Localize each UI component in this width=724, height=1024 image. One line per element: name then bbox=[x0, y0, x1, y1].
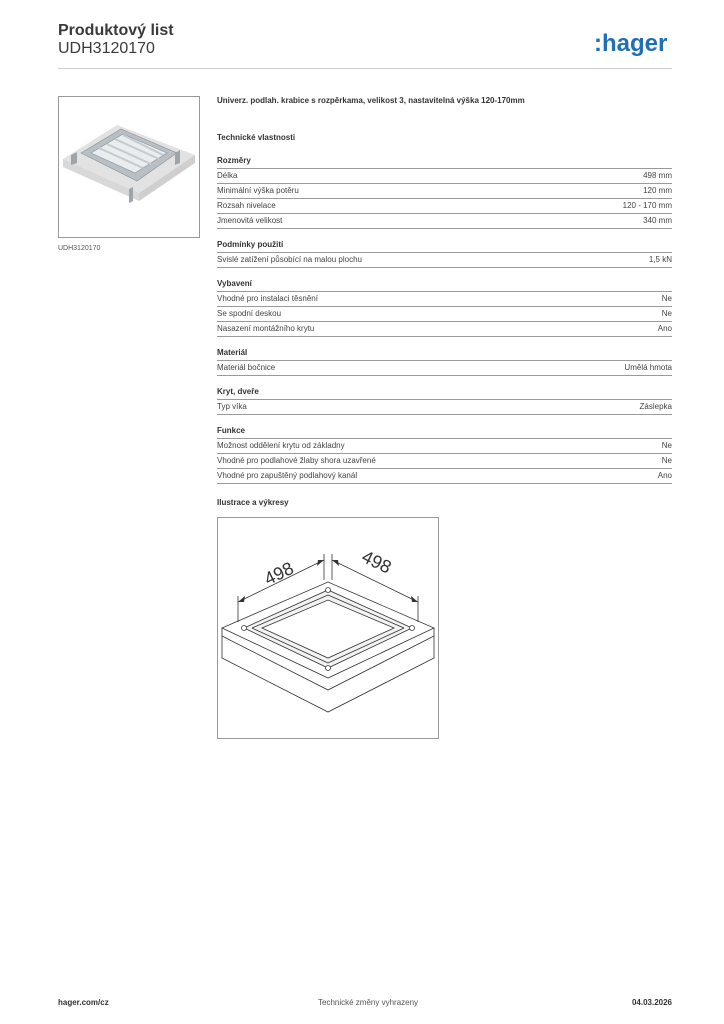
spec-row bbox=[217, 439, 672, 454]
spec-value: Ne bbox=[661, 294, 672, 303]
spec-label: Materiál bočnice bbox=[217, 363, 276, 372]
spec-value: 340 mm bbox=[643, 216, 672, 225]
spec-row bbox=[217, 469, 672, 484]
section-title: Rozměry bbox=[217, 156, 672, 169]
spec-value: 1,5 kN bbox=[648, 255, 672, 264]
spec-value: 120 mm bbox=[643, 186, 672, 195]
spec-value: 120 - 170 mm bbox=[622, 201, 672, 210]
dimension-left: 498 bbox=[261, 557, 297, 590]
spec-label: Rozsah nivelace bbox=[217, 201, 276, 210]
spec-label: Typ víka bbox=[217, 402, 247, 411]
section-title: Kryt, dveře bbox=[217, 387, 672, 400]
spec-section bbox=[217, 156, 672, 229]
section-title: Funkce bbox=[217, 426, 672, 439]
logo-text: :hager bbox=[594, 30, 668, 57]
spec-row bbox=[217, 253, 672, 268]
hager-logo bbox=[594, 30, 678, 58]
section-title: Podmínky použití bbox=[217, 240, 672, 253]
spec-label: Svislé zatížení působící na malou plochu bbox=[217, 255, 362, 264]
spec-row bbox=[217, 307, 672, 322]
spec-row bbox=[217, 454, 672, 469]
spec-section bbox=[217, 426, 672, 484]
spec-value: Ne bbox=[661, 441, 672, 450]
photo-caption: UDH3120170 bbox=[58, 245, 101, 252]
spec-label: Minimální výška potěru bbox=[217, 186, 299, 195]
spec-row bbox=[217, 322, 672, 337]
spec-value: Umělá hmota bbox=[624, 363, 672, 372]
spec-value: Ano bbox=[657, 324, 672, 333]
footer-website[interactable]: hager.com/cz bbox=[58, 998, 109, 1007]
spec-value: Ne bbox=[661, 309, 672, 318]
spec-row bbox=[217, 199, 672, 214]
illustrations-title: Ilustrace a výkresy bbox=[217, 498, 289, 507]
spec-section bbox=[217, 348, 672, 376]
header-divider bbox=[58, 68, 672, 69]
spec-sections bbox=[217, 156, 672, 484]
tech-properties-title: Technické vlastnosti bbox=[217, 133, 296, 142]
spec-label: Se spodní deskou bbox=[217, 309, 282, 318]
technical-drawing bbox=[217, 517, 439, 739]
spec-row bbox=[217, 292, 672, 307]
dimension-right: 498 bbox=[358, 546, 395, 578]
page-title: Produktový list bbox=[58, 22, 174, 39]
spec-section bbox=[217, 387, 672, 415]
footer-note: Technické změny vyhrazeny bbox=[318, 998, 419, 1007]
spec-row bbox=[217, 400, 672, 415]
spec-panel bbox=[217, 96, 672, 495]
spec-label: Vhodné pro podlahové žlaby shora uzavřené bbox=[217, 456, 376, 465]
spec-value: Záslepka bbox=[639, 402, 672, 411]
spec-value: Ano bbox=[657, 471, 672, 480]
spec-row bbox=[217, 169, 672, 184]
section-title: Vybavení bbox=[217, 279, 672, 292]
footer-date: 04.03.2026 bbox=[631, 998, 672, 1007]
spec-section bbox=[217, 279, 672, 337]
spec-label: Nasazení montážního krytu bbox=[217, 324, 315, 333]
spec-label: Možnost oddělení krytu od základny bbox=[217, 441, 345, 450]
spec-section bbox=[217, 240, 672, 268]
spec-row bbox=[217, 214, 672, 229]
spec-label: Vhodné pro zapuštěný podlahový kanál bbox=[217, 471, 358, 480]
product-photo bbox=[58, 96, 200, 238]
spec-value: 498 mm bbox=[643, 171, 672, 180]
product-description: Univerz. podlah. krabice s rozpěrkama, velikost 3, nastavitelná výška 120-170mm bbox=[217, 96, 525, 105]
spec-row bbox=[217, 361, 672, 376]
spec-label: Jmenovitá velikost bbox=[217, 216, 283, 225]
spec-label: Délka bbox=[217, 171, 238, 180]
section-title: Materiál bbox=[217, 348, 672, 361]
product-code: UDH3120170 bbox=[58, 40, 155, 57]
spec-value: Ne bbox=[661, 456, 672, 465]
spec-label: Vhodné pro instalaci těsnění bbox=[217, 294, 318, 303]
spec-row bbox=[217, 184, 672, 199]
